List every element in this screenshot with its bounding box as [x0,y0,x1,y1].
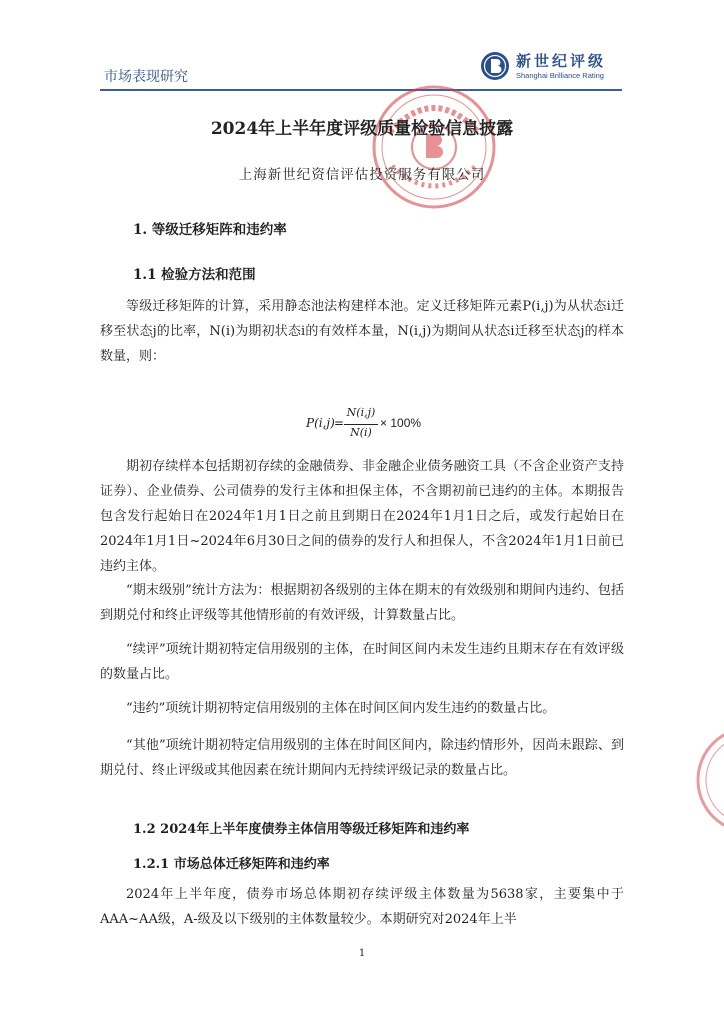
subsection-heading: 1.1 检验方法和范围 [133,267,256,283]
fraction-bar [344,424,378,425]
paragraph-default: “违约”项统计期初特定信用级别的主体在时间区间内发生违约的数量占比。 [126,701,556,716]
page-number: 1 [358,948,366,959]
subsection-heading-1-2-1: 1.2.1 市场总体迁移矩阵和违约率 [133,857,330,872]
subsection-heading-1-2: 1.2 2024年上半年度债券主体信用等级迁移矩阵和违约率 [133,822,470,837]
formula-denominator: N(i) [350,426,372,439]
section-heading: 1. 等级迁移矩阵和违约率 [133,222,287,238]
paragraph-continued-rating: “续评”项统计期初特定信用级别的主体，在时间区间内未发生违约且期末存在有效评级的数量占比。 [100,642,624,682]
document-title: 2024年上半年度评级质量检验信息披露 [210,119,514,139]
paragraph-end-rating: “期末级别”统计方法为：根据期初各级别的主体在期末的有效级别和期间内违约、包括到期兑付和终止评级等其他情形前的有效评级，计算数量占比。 [100,583,624,623]
paragraph-other: “其他”项统计期初特定信用级别的主体在时间区间内，除违约情形外，因尚未跟踪、到期兑付、终止评级或其他因素在统计期间内无持续评级记录的数量占比。 [100,738,624,778]
edge-seal [690,720,724,840]
brand-name-en: Shanghai Brilliance Rating [516,71,604,80]
company-seal [360,82,508,212]
company-name: 上海新世纪资信评估投资服务有限公司 [238,167,486,183]
header-section-label: 市场表现研究 [104,69,188,85]
brand-name-cn: 新世纪评级 [516,52,607,70]
brand-logo-icon [480,51,510,81]
paragraph-sample-scope: 期初存续样本包括期初存续的金融债券、非金融企业债务融资工具（不含企业资产支持证券）、企业债券、公司债券的发行主体和担保主体，不含期初前已违约的主体。本期报告包含发行起始日在2024年1月1日之前且到期日在2024年1月1日之后，或发行起始日在2024年1月1日~2024年6月30日之间的债券的发行人和担保人，不含2024年1月1日前已违约主体。 [100,459,624,574]
formula-lhs: P(i,j) [306,416,335,430]
brand-logo [480,50,630,84]
formula-rhs: × 100% [380,416,422,430]
formula-numerator: N(i,j) [346,406,376,419]
migration-formula [306,408,436,452]
paragraph-market-overview: 2024年上半年度，债券市场总体期初存续评级主体数量为5638家，主要集中于AAA~AA级，A-级及以下级别的主体数量较少。本期研究对2024年上半 [100,887,624,927]
formula-equals: = [334,416,345,430]
paragraph-method: 等级迁移矩阵的计算，采用静态池法构建样本池。定义迁移矩阵元素P(i,j)为从状态i迁移至状态j的比率，N(i)为期初状态i的有效样本量，N(i,j)为期间从状态i迁移至状态j的样本数量，则： [100,299,624,364]
